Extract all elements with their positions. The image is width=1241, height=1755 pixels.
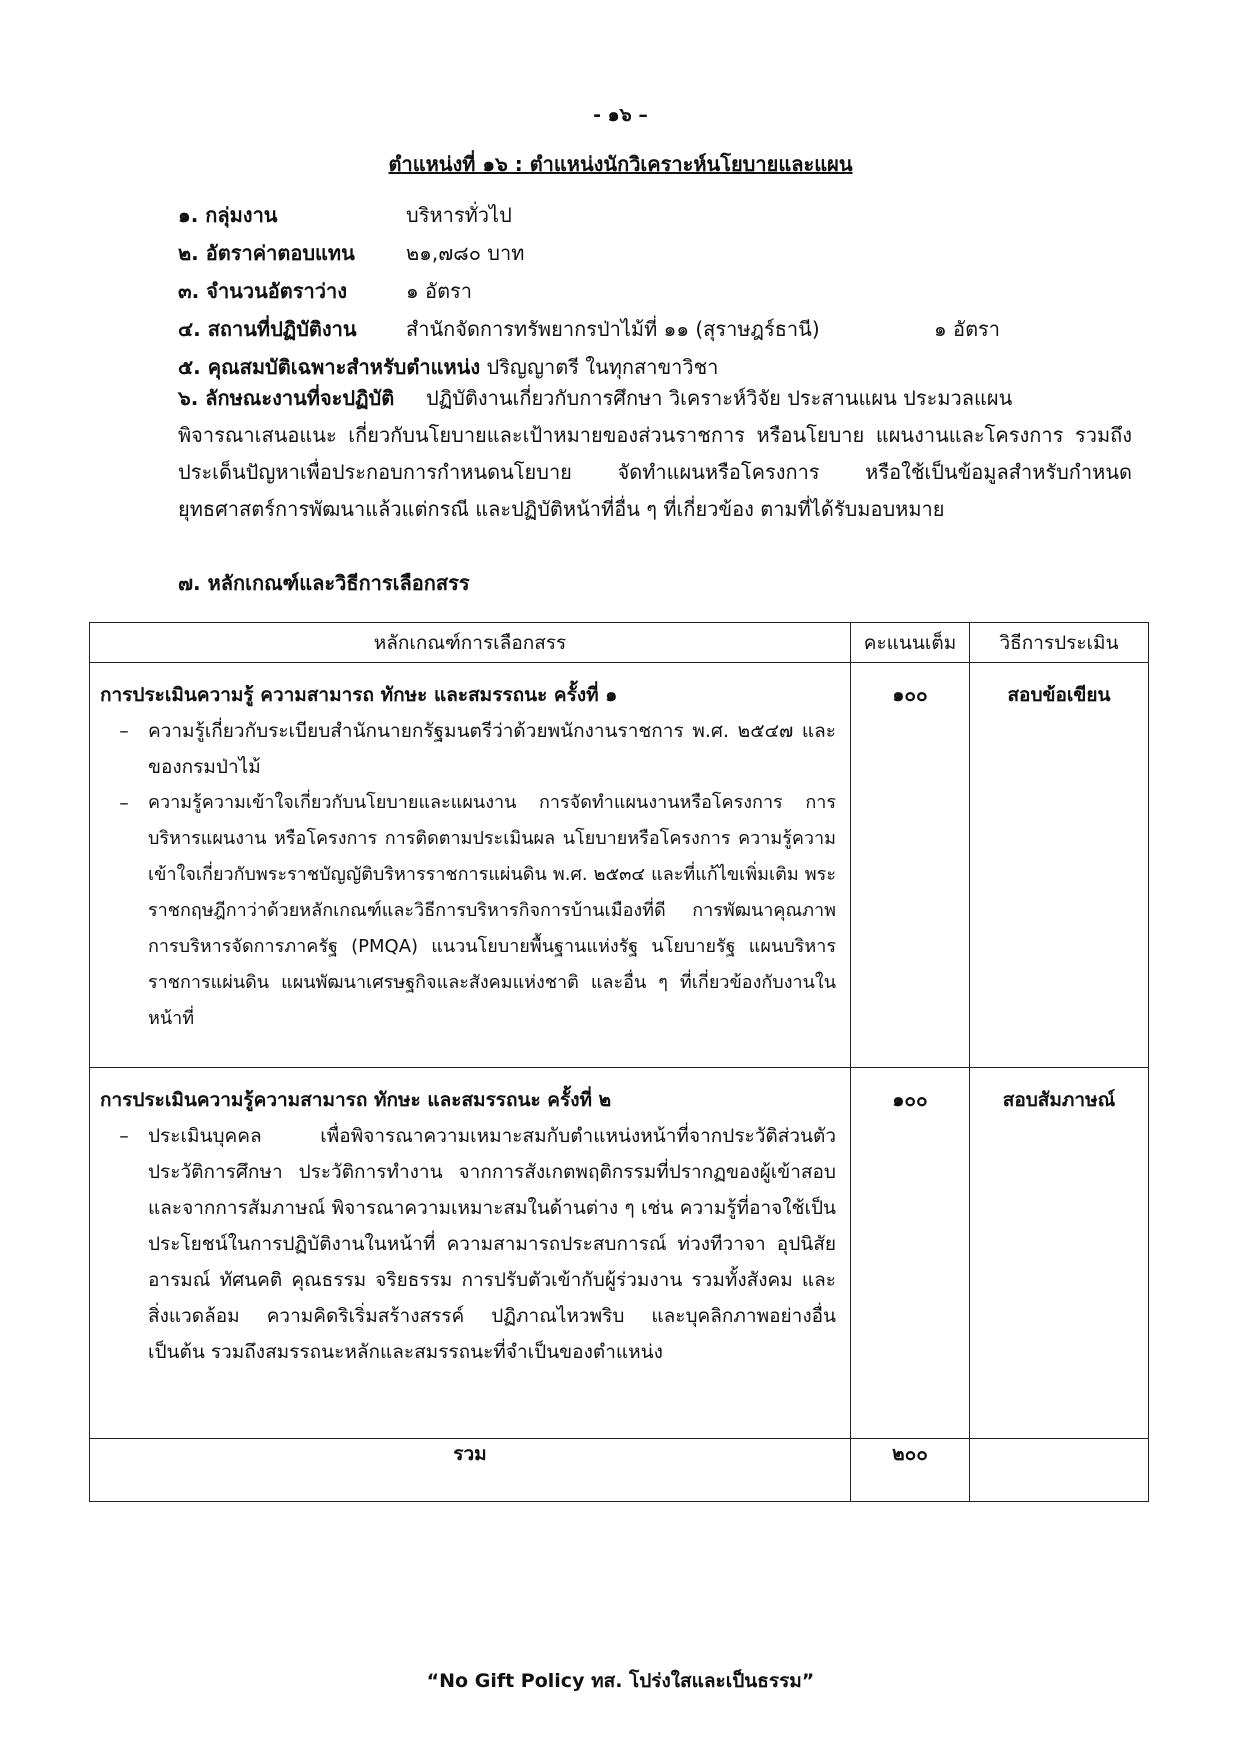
round-2-method: สอบสัมภาษณ์ xyxy=(1002,1089,1116,1111)
duty-first-line xyxy=(178,380,1132,417)
header-method: วิธีการประเมิน xyxy=(970,623,1149,663)
workplace-count: ๑ อัตรา xyxy=(934,317,1001,341)
round-2-score-cell xyxy=(851,1068,970,1439)
position-title: ตำแหน่งที่ ๑๖ : ตำแหน่งนักวิเคราะห์นโยบายและแผน xyxy=(388,152,853,176)
round-1-title: การประเมินความรู้ ความสามารถ ทักษะ และสมรรถนะ ครั้งที่ ๑ xyxy=(100,684,618,706)
round-1-criteria-cell xyxy=(90,663,851,1068)
info-row-workplace xyxy=(178,310,1138,348)
total-score: ๒๐๐ xyxy=(851,1439,970,1502)
round-1-method-cell xyxy=(970,663,1149,1068)
info-label: ๒. อัตราค่าตอบแทน xyxy=(178,241,355,265)
info-value: ๒๑,๗๘๐ บาท xyxy=(406,241,525,265)
list-item: – ความรู้เกี่ยวกับระเบียบสำนักนายกรัฐมนตรีว่าด้วยพนักงานราชการ พ.ศ. ๒๕๔๗ และของกรมป่าไม้ xyxy=(90,713,850,785)
dash-bullet-icon: – xyxy=(119,720,129,742)
header-criteria: หลักเกณฑ์การเลือกสรร xyxy=(90,623,851,663)
info-label: ๔. สถานที่ปฏิบัติงาน xyxy=(178,317,357,341)
qualification-value: ปริญญาตรี ในทุกสาขาวิชา xyxy=(486,355,719,379)
info-value: ๑ อัตรา xyxy=(406,279,473,303)
table-row-total xyxy=(90,1439,1149,1502)
header-score: คะแนนเต็ม xyxy=(851,623,970,663)
round-2-criteria-cell xyxy=(90,1068,851,1439)
info-row-work-group xyxy=(178,196,1138,234)
selection-criteria-table xyxy=(89,622,1149,1502)
info-row-vacancies xyxy=(178,272,1138,310)
page-number: - ๑๖ – xyxy=(593,104,648,126)
round-1-score-cell xyxy=(851,663,970,1068)
footer-slogan: “No Gift Policy ทส. โปร่งใสและเป็นธรรม” xyxy=(426,1670,815,1692)
round-1-method: สอบข้อเขียน xyxy=(1007,684,1111,706)
table-header-row xyxy=(90,623,1149,663)
dash-bullet-icon: – xyxy=(119,792,129,814)
table-row-round-2 xyxy=(90,1068,1149,1439)
list-item: – ประเมินบุคคล เพื่อพิจารณาความเหมาะสมกับตำแหน่งหน้าที่จากประวัติส่วนตัวประวัติการศึกษา ประวัติการทำงาน จากการสังเกตพฤติกรรมที่ปรากฏของผู้เข้าสอบและจากการสัมภาษณ์ พิจารณาความเหมาะสมในด้านต่าง ๆ เช่น ความรู้ที่อาจใช้เป็นประโยชน์ในการปฏิบัติงานในหน้าที่ ความสามารถประสบการณ์ ท่วงทีวาจา อุปนิสัย อารมณ์ ทัศนคติ คุณธรรม จริยธรรม การปรับตัวเข้ากับผู้ร่วมงาน รวมทั้งสังคม และสิ่งแวดล้อม ความคิดริเริ่มสร้างสรรค์ ปฏิภาณไหวพริบ และบุคลิกภาพอย่างอื่น เป็นต้น รวมถึงสมรรถนะหลักและสมรรถนะที่จำเป็นของตำแหน่ง xyxy=(90,1118,850,1370)
round-1-score: ๑๐๐ xyxy=(892,684,928,706)
info-label: ๓. จำนวนอัตราว่าง xyxy=(178,279,347,303)
total-label: รวม xyxy=(90,1439,851,1502)
info-value: สำนักจัดการทรัพยากรป่าไม้ที่ ๑๑ (สุราษฎร์ธานี) xyxy=(406,317,820,341)
duty-description: พิจารณาเสนอแนะ เกี่ยวกับนโยบายและเป้าหมายของส่วนราชการ หรือนโยบาย แผนงานและโครงการ รวมถึงประเด็นปัญหาเพื่อประกอบการกำหนดนโยบาย จัดทำแผนหรือโครงการ หรือใช้เป็นข้อมูลสำหรับกำหนดยุทธศาสตร์การพัฒนาแล้วแต่กรณี และปฏิบัติหน้าที่อื่น ๆ ที่เกี่ยวข้อง ตามที่ได้รับมอบหมาย xyxy=(178,423,1132,521)
info-value: บริหารทั่วไป xyxy=(406,203,512,227)
criteria-heading: ๗. หลักเกณฑ์และวิธีการเลือกสรร xyxy=(178,571,470,595)
qualification-label: ๕. คุณสมบัติเฉพาะสำหรับตำแหน่ง xyxy=(178,355,481,379)
round-2-method-cell xyxy=(970,1068,1149,1439)
dash-bullet-icon: – xyxy=(119,1125,129,1147)
round-2-title: การประเมินความรู้ความสามารถ ทักษะ และสมรรถนะ ครั้งที่ ๒ xyxy=(100,1089,612,1111)
duty-label: ๖. ลักษณะงานที่จะปฏิบัติ xyxy=(178,386,395,410)
duty-text-first: ปฏิบัติงานเกี่ยวกับการศึกษา วิเคราะห์วิจัย ประสานแผน ประมวลแผน xyxy=(426,386,1013,410)
list-item: – ความรู้ความเข้าใจเกี่ยวกับนโยบายและแผนงาน การจัดทำแผนงานหรือโครงการ การบริหารแผนงาน หรือโครงการ การติดตามประเมินผล นโยบายหรือโครงการ ความรู้ความเข้าใจเกี่ยวกับพระราชบัญญัติบริหารราชการแผ่นดิน พ.ศ. ๒๕๓๔ และที่แก้ไขเพิ่มเติม พระราชกฤษฎีกาว่าด้วยหลักเกณฑ์และวิธีการบริหารกิจการบ้านเมืองที่ดี การพัฒนาคุณภาพการบริหารจัดการภาครัฐ (PMQA) แนวนโยบายพื้นฐานแห่งรัฐ นโยบายรัฐ แผนบริหารราชการแผ่นดิน แผนพัฒนาเศรษฐกิจและสังคมแห่งชาติ และอื่น ๆ ที่เกี่ยวข้องกับงานในหน้าที่ xyxy=(90,785,850,1037)
round-2-score: ๑๐๐ xyxy=(892,1089,928,1111)
info-row-salary xyxy=(178,234,1138,272)
position-info-list xyxy=(178,196,1138,386)
table-row-round-1 xyxy=(90,663,1149,1068)
info-label: ๑. กลุ่มงาน xyxy=(178,203,278,227)
total-method-cell xyxy=(970,1439,1149,1502)
